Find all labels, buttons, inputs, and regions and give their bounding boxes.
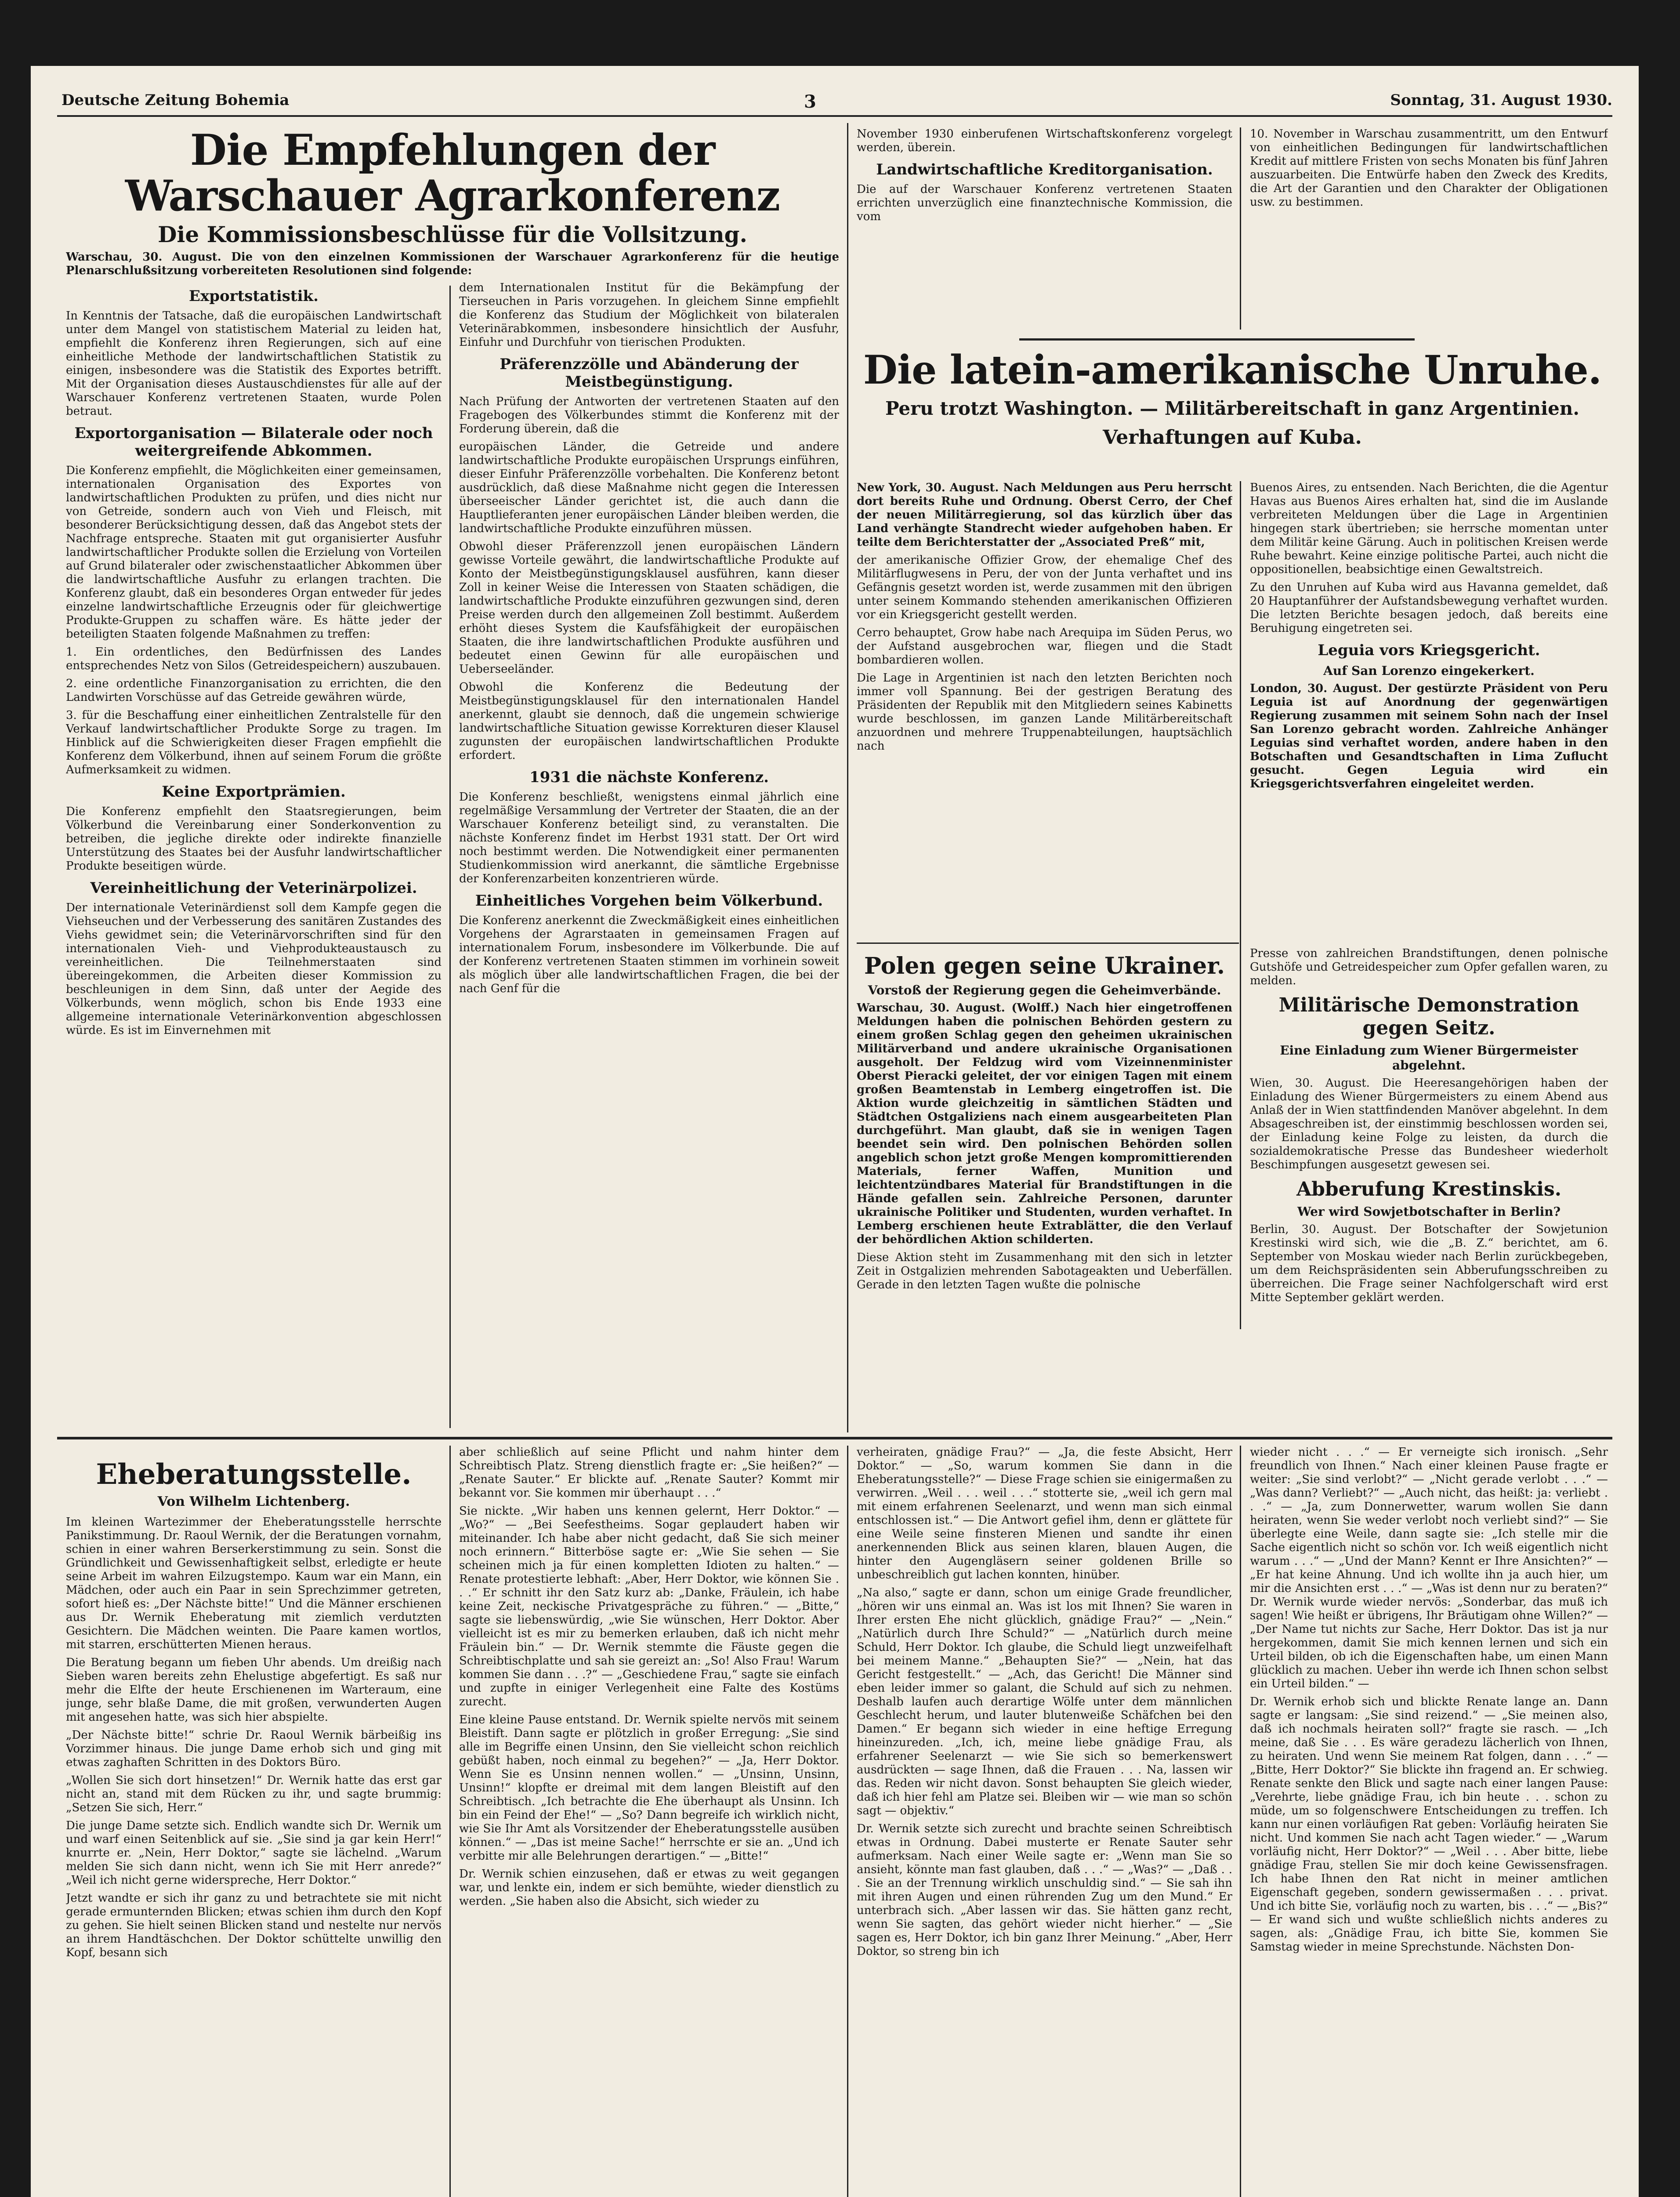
agrar-column-2 (459, 281, 839, 1432)
page-number: 3 (804, 91, 816, 112)
agrar-lead: Warschau, 30. August. Die von den einzelnen Kommissionen der Warschauer Agrarkonferenz für die heutige Plenarschlußsitzung vorbereiteten Resolutionen sind folgende: (66, 250, 839, 277)
story-paragraph: Im kleinen Wartezimmer der Eheberatungsstelle herrschte Panikstimmung. Dr. Raoul Wernik, der die Beratungen vornahm, schien in einer wahren Berserkerstimmung zu sein. Sonst die Gründlichkeit und Gewissenhaftigkeit selbst, erledigte er heute seine Arbeit im wahren Eilzugstempo. Kaum war ein Mann, ein Mädchen, oder auch ein Paar in sein Sprechzimmer getreten, sofort hieß es: „Der Nächste bitte!“ Und die Männer erschienen aus Dr. Wernik Eheberatung mit ziemlich verdutzten Gesichtern. Die Mädchen weinten. Die Paare kamen wortlos, mit starren, erschütterten Mienen heraus. (66, 1515, 442, 1651)
story-paragraph: „Na also,“ sagte er dann, schon um einige Grade freundlicher, „hören wir uns einmal an. Was ist los mit Ihnen? Sie waren in Ihrer ersten Ehe nicht glücklich, gnädige Frau?“ — „Nein.“ „Natürlich durch Ihre Schuld?“ — „Natürlich durch meine Schuld, Herr Doktor. Ich glaube, die Schuld liegt unzweifelhaft bei meinem Manne.“ „Behaupten Sie?“ — „Nein, hat das Gericht festgestellt.“ — „Ach, das Gericht! Die Männer sind eben leider immer so galant, die Schuld auf sich zu nehmen. Deshalb laufen auch derartige Wölfe unter dem männlichen Geschlecht herum, und lauter blutenweiße Schäfchen bei den Damen.“ Er begann sich wieder in eine heftige Erregung hineinzureden. „Ich, ich, meine liebe gnädige Frau, als erfahrener Seelenarzt — wie Sie sich so bemerkenswert ausdrückten — sage Ihnen, daß die Frauen . . . Na, lassen wir das. Reden wir nicht davon. Sonst behaupten Sie gleich wieder, daß ich hier fehl am Platze sei. Bleiben wir — wie man so schön sagt — objektiv.“ (857, 1586, 1232, 1817)
latam-column-b (1250, 481, 1608, 938)
section-heading: Vereinheitlichung der Veterinärpolizei. (90, 879, 417, 897)
column-rule (847, 123, 848, 1432)
agrar-subhead: Die Kommissionsbeschlüsse für die Vollsitzung. (158, 221, 747, 247)
article-paragraph: Die Konferenz anerkennt die Zweckmäßigkeit eines einheitlichen Vorgehens der Agrarstaaten in gemeinsamen Fragen auf internationalem Forum, insbesondere im Völkerbunde. Die auf der Konferenz vertretenen Staaten stimmen im vorhinein soweit als möglich über alle landwirtschaftlichen Fragen, die bei der nach Genf für die (459, 914, 839, 995)
article-paragraph: Obwohl dieser Präferenzzoll jenen europäischen Ländern gewisse Vorteile gewährt, die landwirtschaftliche Produkte auf Konto der Meistbegünstigungsklausel ausführen, kann dieser Zoll in keiner Weise die Interessen von Staaten schädigen, die landwirtschaftliche Produkte einzuführen gezwungen sind, deren Preise werden durch den allgemeinen Zoll bestimmt. Außerdem erhöht dieses System die Kaufsfähigkeit der europäischen Staaten, die ihre landwirtschaftlichen Produkte ausführen und bedeutet einen Gewinn für alle europäischen und Ueberseeländer. (459, 540, 839, 676)
story-paragraph: Die junge Dame setzte sich. Endlich wandte sich Dr. Wernik um und warf einen Seitenblick auf sie. „Sie sind ja gar kein Herr!“ knurrte er. „Nein, Herr Doktor,“ sagte sie lächelnd. „Warum melden Sie sich dann nicht, wenn ich Sie mit Herr anrede?“ „Weil ich nicht gerne widerspreche, Herr Doktor.“ (66, 1819, 442, 1887)
column-rule (449, 1446, 451, 2197)
latam-column-a (857, 481, 1232, 938)
section-heading: Exportorganisation — Bilaterale oder noch weitergreifende Abkommen. (74, 424, 433, 460)
article-paragraph: Diese Aktion steht im Zusammenhang mit den sich in letzter Zeit in Ostgalizien mehrenden Sabotageakten und Ueberfällen. Gerade in den letzten Tagen wußte die polnische (857, 1251, 1232, 1291)
section-rule (1019, 338, 1415, 341)
story-paragraph: „Wollen Sie sich dort hinsetzen!“ Dr. Wernik hatte das erst gar nicht an, stand mit dem Rücken zu ihr, und sagte brummig: „Setzen Sie sich, Herr.“ (66, 1774, 442, 1814)
section-heading: Exportstatistik. (189, 287, 319, 305)
polen-article (857, 947, 1232, 1432)
article-paragraph: 2. eine ordentliche Finanzorganisation zu errichten, die den Landwirten Vorschüsse auf das Getreide gewähren würde, (66, 677, 442, 704)
story-paragraph: aber schließlich auf seine Pflicht und nahm hinter dem Schreibtisch Platz. Streng dienstlich fragte er: „Sie heißen?“ — „Renate Sauter.“ Er blickte auf. „Renate Sauter? Kommt mir bekannt vor. Sie kommen mir überhaupt . . .“ (459, 1446, 839, 1500)
section-heading: Keine Exportprämien. (162, 783, 346, 801)
column-rule (1240, 1446, 1241, 2197)
agrar-column-4 (1250, 127, 1608, 334)
story-paragraph: Sie nickte. „Wir haben uns kennen gelernt, Herr Doktor.“ — „Wo?“ — „Bei Seefestheims. Sogar geplaudert haben wir miteinander. Ich habe aber nicht gedacht, daß Sie sich meiner noch erinnern.“ Bitterböse sagte er: „Wie Sie sehen — Sie scheinen mich ja für einen kompletten Idioten zu halten.“ — Renate protestierte lebhaft: „Aber, Herr Doktor, wie können Sie . . .“ Er schnitt ihr den Satz kurz ab: „Danke, Fräulein, ich habe keine Zeit, neckische Privatgespräche zu führen.“ — „Bitte,“ sagte sie liebenswürdig, „wie Sie wünschen, Herr Doktor. Aber vielleicht ist es mir zu bemerken erlauben, daß ich nicht mehr Fräulein bin.“ — Dr. Wernik stemmte die Fäuste gegen die Schreibtischplatte und sah sie gereizt an: „So! Also Frau! Warum kommen Sie dann . . .?“ — „Geschiedene Frau,“ sagte sie einfach und zupfte in einiger Verlegenheit eine Falte des Kostüms zurecht. (459, 1505, 839, 1708)
section-rule (857, 943, 1239, 944)
article-paragraph: dem Internationalen Institut für die Bekämpfung der Tierseuchen in Paris vorzugehen. In gleichem Sinne empfiehlt die Konferenz das Studium der Möglichkeit von bilateralen Veterinärabkommen, insbesondere hinsichtlich der Ausfuhr, Einfuhr und Durchfuhr von tierischen Produkten. (459, 281, 839, 349)
section-subheading: Auf San Lorenzo eingekerkert. (1323, 663, 1535, 678)
story-paragraph: verheiraten, gnädige Frau?“ — „Ja, die feste Absicht, Herr Doktor.“ — „So, warum kommen Sie dann in die Eheberatungsstelle?“ — Diese Frage schien sie einigermaßen zu verwirren. „Weil . . . weil . . .“ stotterte sie, „weil ich gern mal mit einem erfahrenen Seelenarzt, und wenn man sich einmal entschlossen ist.“ — Die Antwort gefiel ihm, denn er glättete für eine Weile seine finsteren Mienen und sandte ihr einen anerkennenden Blick aus seinen klaren, blauen Augen, die hinter den Augengläsern seiner goldenen Brille so unbeschreiblich gut lachen konnten, hinüber. (857, 1446, 1232, 1581)
article-paragraph: Cerro behauptet, Grow habe nach Arequipa im Süden Perus, wo der Aufstand ausgebrochen war, fliegen und die Stadt bombardieren wollen. (857, 626, 1232, 667)
issue-date: Sonntag, 31. August 1930. (1390, 91, 1612, 109)
story-paragraph: Dr. Wernik schien einzusehen, daß er etwas zu weit gegangen war, und lenkte ein, indem er sich bemühte, wieder dienstlich zu werden. „Sie haben also die Absicht, sich wieder zu (459, 1867, 839, 1908)
article-paragraph: In Kenntnis der Tatsache, daß die europäischen Landwirtschaft unter dem Mangel von statistischem Material zu leiden hat, empfiehlt die Konferenz ihren Regierungen, sich auf eine einheitliche Methode der landwirtschaftlichen Statistik zu einigen, insbesondere was die Statistik des Exportes betrifft. Mit der Organisation dieses Austauschdienstes für alle auf der Warschauer Konferenz vertretenen Staaten, wurde Polen betraut. (66, 309, 442, 418)
polen-headline: Polen gegen seine Ukrainer. (864, 953, 1225, 979)
article-paragraph: europäischen Länder, die Getreide und andere landwirtschaftliche Produkte europäischen Ursprungs einführen, dieser Einfuhr Präferenzzölle vorbehalten. Die Konferenz betont ausdrücklich, daß diese Maßnahme nicht gegen die Interessen überseeischer Länder gerichtet ist, die auch dann die Hauptlieferanten jener europäischen Länder bleiben werden, die landwirtschaftliche Produkte einzuführen müssen. (459, 440, 839, 535)
article-paragraph: Zu den Unruhen auf Kuba wird aus Havanna gemeldet, daß 20 Hauptanführer der Aufstandsbewegung verhaftet wurden. Die letzten Berichte besagen jedoch, daß bereits eine Beruhigung eingetreten sei. (1250, 581, 1608, 635)
agrar-column-1 (66, 281, 442, 1432)
feuilleton-rule (57, 1437, 1612, 1439)
krestinski-headline: Abberufung Krestinskis. (1296, 1178, 1562, 1200)
seitz-body: Wien, 30. August. Die Heeresangehörigen haben der Einladung des Wiener Bürgermeisters zu einem Abend aus Anlaß der in Wien stattfindenden Manöver abgelehnt. In dem Absageschreiben ist, der einstimmig beschlossen worden sei, der Einladung keine Folge zu leisten, da durch die sozialdemokratische Presse das Bundesheer wiederholt Beschimpfungen ausgesetzt gewesen sei. (1250, 1077, 1608, 1171)
article-paragraph: 1. Ein ordentliches, den Bedürfnissen des Landes entsprechendes Netz von Silos (Getreidespeichern) auszubauen. (66, 645, 442, 672)
article-paragraph: der amerikanische Offizier Grow, der ehemalige Chef des Militärflugwesens in Peru, der von der Junta verhaftet und ins Gefängnis gesetzt worden ist, werde zusammen mit den übrigen unter seinem Kommando stehenden amerikanischen Offizieren vor ein Kriegsgericht gestellt werden. (857, 554, 1232, 621)
article-paragraph: Die Konferenz empfiehlt den Staatsregierungen, beim Völkerbund die Vereinbarung einer Sonderkonvention zu betreiben, die jegliche direkte oder indirekte finanzielle Unterstützung des Staates bei der Ausfuhr landwirtschaftlicher Produkte beseitigen würde. (66, 805, 442, 873)
article-paragraph: Der internationale Veterinärdienst soll dem Kampfe gegen die Viehseuchen und der Verbesserung des sanitären Zustandes des Viehs gewidmet sein; die Veterinärvorschriften sind für den internationalen Vieh- und Viehprodukteaustausch zu vereinheitlichen. Die Teilnehmerstaaten sind übereingekommen, die Arbeiten dieser Kommission zu beschleunigen in dem Sinn, daß unter der Aegide des Völkerbunds, wenn möglich, schon bis Ende 1933 eine allgemeine internationale Veterinärkonvention abgeschlossen würde. Es ist im Einvernehmen mit (66, 901, 442, 1037)
polen-subheadline: Vorstoß der Regierung gegen die Geheimverbände. (868, 983, 1221, 997)
section-heading: Präferenzzölle und Abänderung der Meistbegünstigung. (500, 355, 799, 391)
story-paragraph: „Der Nächste bitte!“ schrie Dr. Raoul Wernik bärbeißig ins Vorzimmer hinaus. Die junge Dame erhob sich und ging mit etwas zaghaften Schritten in des Doktors Büro. (66, 1729, 442, 1769)
article-paragraph: Obwohl die Konferenz die Bedeutung der Meistbegünstigungsklausel für den internationalen Handel anerkennt, glaubt sie dennoch, daß die ungemein schwierige landwirtschaftliche Situation gewisse Korrekturen dieser Klausel zugunsten der europäischen landwirtschaftlichen Produkte erfordert. (459, 681, 839, 762)
story-paragraph: wieder nicht . . .“ — Er verneigte sich ironisch. „Sehr freundlich von Ihnen.“ Nach einer kleinen Pause fragte er weiter: „Sie sind verlobt?“ — „Nicht gerade verlobt . . .“ — „Was dann? Verliebt?“ — „Auch nicht, das heißt: ja: verliebt . . .“ — „Ja, zum Donnerwetter, warum wollen Sie dann heiraten, wenn Sie weder verlobt noch verliebt sind?“ — Sie überlegte eine Weile, dann sagte sie: „Ich stelle mir die Sache eigentlich nicht so schön vor. Ich weiß eigentlich nicht warum . . .“ — „Und der Mann? Kennt er Ihre Ansichten?“ — „Er hat keine Ahnung. Und ich wollte ihn ja auch hier, um mir die Ansichten erst . . .“ — „Was ist denn nur zu beraten?“ Dr. Wernik wurde wieder nervös: „Sonderbar, das muß ich sagen! Wie heißt er übrigens, Ihr Bräutigam ohne Willen?“ — „Der Name tut nichts zur Sache, Herr Doktor. Das ist ja nur hergekommen, damit Sie mich kennen lernen und sich ein Urteil bilden, ob ich die Eigenschaften habe, um einen Mann glücklich zu machen. Ueber ihn werde ich Ihnen schon selbst ein Urteil bilden.“ — (1250, 1446, 1608, 1690)
krestinski-subheadline: Wer wird Sowjetbotschafter in Berlin? (1297, 1204, 1561, 1219)
header-rule (57, 115, 1612, 117)
article-paragraph: Die auf der Warschauer Konferenz vertretenen Staaten errichten unverzüglich eine finanztechnische Kommission, die vom (857, 183, 1232, 223)
column-rule (1240, 481, 1241, 1329)
story-column-4 (1250, 1446, 1608, 2197)
krestinski-body: Berlin, 30. August. Der Botschafter der Sowjetunion Krestinski wird sich, wie die „B. Z.“ berichtet, am 6. September von Moskau wieder nach Berlin zurückbegeben, um dem Reichspräsidenten sein Abberufungsschreiben zu überreichen. Die Frage seiner Nachfolgerschaft wird erst Mitte September geklärt werden. (1250, 1223, 1608, 1304)
story-title: Eheberatungsstelle. (96, 1458, 412, 1491)
story-column-3 (857, 1446, 1232, 2197)
agrar-column-3 (857, 127, 1232, 334)
polen-continuation: Presse von zahlreichen Brandstiftungen, denen polnische Gutshöfe und Getreidespeicher zum Opfer gefallen waren, zu melden. (1250, 947, 1608, 987)
article-paragraph: 10. November in Warschau zusammentritt, um den Entwurf von einheitlichen Bedingungen für landwirtschaftlichen Kredit auf mittlere Fristen von sechs Monaten bis fünf Jahren auszuarbeiten. Die Entwürfe haben den Zweck des Kredits, die Art der Garantien und den Charakter der Obligationen usw. zu bestimmen. (1250, 127, 1608, 209)
agrar-headline: Die Empfehlungen der Warschauer Agrarkonferenz (125, 127, 780, 221)
seitz-headline: Militärische Demonstration gegen Seitz. (1278, 994, 1579, 1039)
section-heading: Landwirtschaftliche Kreditorganisation. (876, 161, 1213, 178)
story-paragraph: Jetzt wandte er sich ihr ganz zu und betrachtete sie mit nicht gerade ermunternden Blicken; etwas schien ihm durch den Kopf zu gehen. Sie hielt seinen Blicken stand und nestelte nur nervös an ihrem Handtäschchen. Der Doktor schüttelte unwillig den Kopf, besann sich (66, 1892, 442, 1959)
newspaper-page (31, 66, 1639, 2197)
column-rule (449, 286, 451, 1428)
column-rule (847, 1446, 848, 2197)
masthead-paper-name: Deutsche Zeitung Bohemia (62, 91, 290, 109)
article-paragraph: Buenos Aires, zu entsenden. Nach Berichten, die die Agentur Havas aus Buenos Aires erhalten hat, sind die im Auslande verbreiteten Meldungen über die Lage in Argentinien hingegen stark übertrieben; sie herrsche momentan unter dem Militär keine Gärung. Auch in politischen Kreisen werde Ruhe bewahrt. Keine einzige politische Partei, auch nicht die oppositionellen, beabsichtige einen Gewaltstreich. (1250, 481, 1608, 576)
story-paragraph: Dr. Wernik setzte sich zurecht und brachte seinen Schreibtisch etwas in Ordnung. Dabei musterte er Renate Sauter sehr aufmerksam. Nach einer Weile sagte er: „Wenn man Sie so ansieht, könnte man fast glauben, daß . . .“ — „Was?“ — „Daß . . . Sie an der Trennung wirklich unschuldig sind.“ — Sie sah ihn mit ihren Augen und einen rührenden Zug um den Mund.“ Er unterbrach sich. „Aber lassen wir das. Sie hätten ganz recht, wenn Sie sagten, das gehört wieder nicht hierher.“ — „Sie sagen es, Herr Doktor, ich bin ganz Ihrer Meinung.“ „Aber, Herr Doktor, so streng bin ich (857, 1822, 1232, 1958)
dateline-paragraph: New York, 30. August. Nach Meldungen aus Peru herrscht dort bereits Ruhe und Ordnung. Oberst Cerro, der Chef der neuen Militärregierung, sol das kürzlich über das Land verhängte Standrecht wieder aufgehoben haben. Er teilte dem Berichterstatter der „Associated Preß“ mit, (857, 481, 1232, 549)
latam-subhead-2: Verhaftungen auf Kuba. (1103, 426, 1362, 449)
story-column-2 (459, 1446, 839, 2197)
latam-header-block (857, 347, 1608, 479)
article-paragraph: November 1930 einberufenen Wirtschaftskonferenz vorgelegt werden, überein. (857, 127, 1232, 154)
article-paragraph: Die Lage in Argentinien ist nach den letzten Berichten noch immer voll Spannung. Bei der gestrigen Beratung des Präsidenten der Republik mit den Mitgliedern seines Kabinetts wurde beschlossen, im ganzen Lande Militärbereitschaft anzuordnen und mehrere Truppenabteilungen, hauptsächlich nach (857, 671, 1232, 753)
latam-subhead: Peru trotzt Washington. — Militärbereitschaft in ganz Argentinien. (885, 398, 1580, 419)
section-heading: Einheitliches Vorgehen beim Völkerbund. (475, 892, 823, 910)
story-byline: Von Wilhelm Lichtenberg. (157, 1494, 350, 1509)
story-column-1 (66, 1446, 442, 2197)
section-heading: Leguia vors Kriegsgericht. (1318, 642, 1540, 659)
article-paragraph: Nach Prüfung der Antworten der vertretenen Staaten auf den Fragebogen des Völkerbundes stimmt die Konferenz mit der Forderung überein, daß die (459, 395, 839, 435)
story-paragraph: Eine kleine Pause entstand. Dr. Wernik spielte nervös mit seinem Bleistift. Dann sagte er plötzlich in großer Erregung: „Sie sind alle im Begriffe einen Unsinn, den Sie vielleicht schon reichlich gebüßt haben, noch einmal zu begehen?“ — „Ja, Herr Doktor. Wenn Sie es Unsinn nennen wollen.“ — „Unsinn, Unsinn, Unsinn!“ klopfte er dreimal mit dem langen Bleistift auf den Schreibtisch. „Ich betrachte die Ehe überhaupt als Unsinn. Ich bin ein Feind der Ehe!“ — „So? Dann begreife ich wirklich nicht, wie Sie Ihr Amt als Vorsitzender der Eheberatungsstelle ausüben können.“ — „Das ist meine Sache!“ herrschte er sie an. „Und ich verbitte mir alle Belehrungen derartigen.“ — „Bitte!“ (459, 1713, 839, 1863)
seitz-subheadline: Eine Einladung zum Wiener Bürgermeister abgelehnt. (1280, 1043, 1578, 1073)
story-paragraph: Dr. Wernik erhob sich und blickte Renate lange an. Dann sagte er langsam: „Sie sind reizend.“ — „Sie meinen also, daß ich nochmals heiraten soll?“ fragte sie rasch. — „Ich meine, daß Sie . . . Es wäre geradezu lächerlich von Ihnen, zu heiraten. Und wenn Sie meinem Rat folgen, dann . . .“ — „Bitte, Herr Doktor?“ Sie blickte ihn fragend an. Er schwieg. Renate senkte den Blick und sagte nach einer langen Pause: „Verehrte, liebe gnädige Frau, ich bin heute . . . schon zu müde, um so folgenschwere Entscheidungen zu treffen. Ich kann nur einen vorläufigen Rat geben: Vorläufig heiraten Sie nicht. Und kommen Sie nach acht Tagen wieder.“ — „Warum vorläufig nicht, Herr Doktor?“ — „Weil . . . Aber bitte, liebe gnädige Frau, stellen Sie mir doch keine Gewissensfragen. Ich habe Ihnen den Rat nicht in meiner amtlichen Eigenschaft gegeben, sondern gewissermaßen . . . privat. Und ich bitte Sie, vorläufig noch zu warten, bis . . .“ — „Bis?“ — Er wand sich und wußte schließlich nichts anderes zu sagen, als: „Gnädige Frau, ich bitte Sie, kommen Sie Samstag wieder in meine Sprechstunde. Nächsten Don- (1250, 1695, 1608, 1954)
article-paragraph: Die Konferenz empfiehlt, die Möglichkeiten einer gemeinsamen, internationalen Organisation des Exportes von landwirtschaftlichen Produkten zu prüfen, und dies nicht nur von Getreide, sondern auch von Vieh und Fleisch, mit besonderer Berücksichtigung dessen, daß das Angebot stets der Nachfrage entspreche. Staaten mit gut organisierter Ausfuhr landwirtschaftlicher Produkte sollen die Erzielung von Vorteilen auf Grund bilateraler oder zwischenstaatlicher Abkommen über die landwirtschaftliche Ausfuhr zu erlangen trachten. Die Konferenz glaubt, daß ein besonderes Organ entweder für jedes einzelne landwirtschaftliche Erzeugnis oder für gleichwertige Produkte-Gruppen zu schaffen wäre. Es hätte jeder der beteiligten Staaten folgende Maßnahmen zu treffen: (66, 464, 442, 641)
right-lower-column (1250, 947, 1608, 1432)
story-paragraph: Die Beratung begann um fieben Uhr abends. Um dreißig nach Sieben waren bereits zehn Ehelustige abgefertigt. Es saß nur mehr die Elfte der heute Erschienenen im Warteraum, eine junge, sehr blaße Dame, die mit großen, verwunderten Augen mit angesehen hatte, was sich hier abspielte. (66, 1656, 442, 1724)
section-heading: 1931 die nächste Konferenz. (529, 769, 769, 786)
agrar-header-block (66, 127, 839, 281)
column-rule (1240, 127, 1241, 330)
dateline-paragraph: Warschau, 30. August. (Wolff.) Nach hier eingetroffenen Meldungen haben die polnischen Behörden gestern zu einem großen Schlag gegen den geheimen ukrainischen Militärverband und andere ukrainische Organisationen ausgeholt. Der Feldzug wird vom Vizeinnenminister Oberst Pieracki geleitet, der vor einigen Tagen mit einem großen Beamtenstab in Lemberg eingetroffen ist. Die Aktion wurde gleichzeitig in sämtlichen Städten und Städtchen Ostgaliziens nach einem ausgearbeiteten Plan durchgeführt. Man glaubt, daß sie in wenigen Tagen beendet sein wird. Den polnischen Behörden sollen angeblich schon jetzt große Mengen kompromittierenden Materials, ferner Waffen, Munition und leichtentzündbares Material für Brandstiftungen in die Hände gefallen sein. Zahlreiche Personen, darunter ukrainische Politiker und Studenten, wurden verhaftet. In Lemberg erschienen heute Extrablätter, die den Verlauf der behördlichen Aktion schilderten. (857, 1001, 1232, 1246)
dateline-paragraph: London, 30. August. Der gestürzte Präsident von Peru Leguia ist auf Anordnung der gegenwärtigen Regierung zusammen mit seinem Sohn nach der Insel San Lorenzo gebracht worden. Zahlreiche Anhänger Leguias sind verhaftet worden, andere haben in den Botschaften und Gesandtschaften in Lima Zuflucht gesucht. Gegen Leguia wird ein Kriegsgerichtsverfahren eingeleitet werden. (1250, 682, 1608, 790)
latam-headline: Die latein-amerikanische Unruhe. (863, 347, 1602, 393)
article-paragraph: 3. für die Beschaffung einer einheitlichen Zentralstelle für den Verkauf landwirtschaftlicher Produkte Sorge zu tragen. Im Hinblick auf die Schwierigkeiten dieser Fragen empfiehlt die Konferenz dem Völkerbund, ihnen auf seinem Forum die größte Aufmerksamkeit zu widmen. (66, 709, 442, 776)
article-paragraph: Die Konferenz beschließt, wenigstens einmal jährlich eine regelmäßige Versammlung der Vertreter der Staaten, die an der Warschauer Konferenz beteiligt sind, zu veranstalten. Die nächste Konferenz findet im Herbst 1931 statt. Der Ort wird noch bestimmt werden. Die Notwendigkeit einer permanenten Studienkommission wird anerkannt, die sämtliche Ergebnisse der Konferenzarbeiten konzentrieren würde. (459, 790, 839, 885)
